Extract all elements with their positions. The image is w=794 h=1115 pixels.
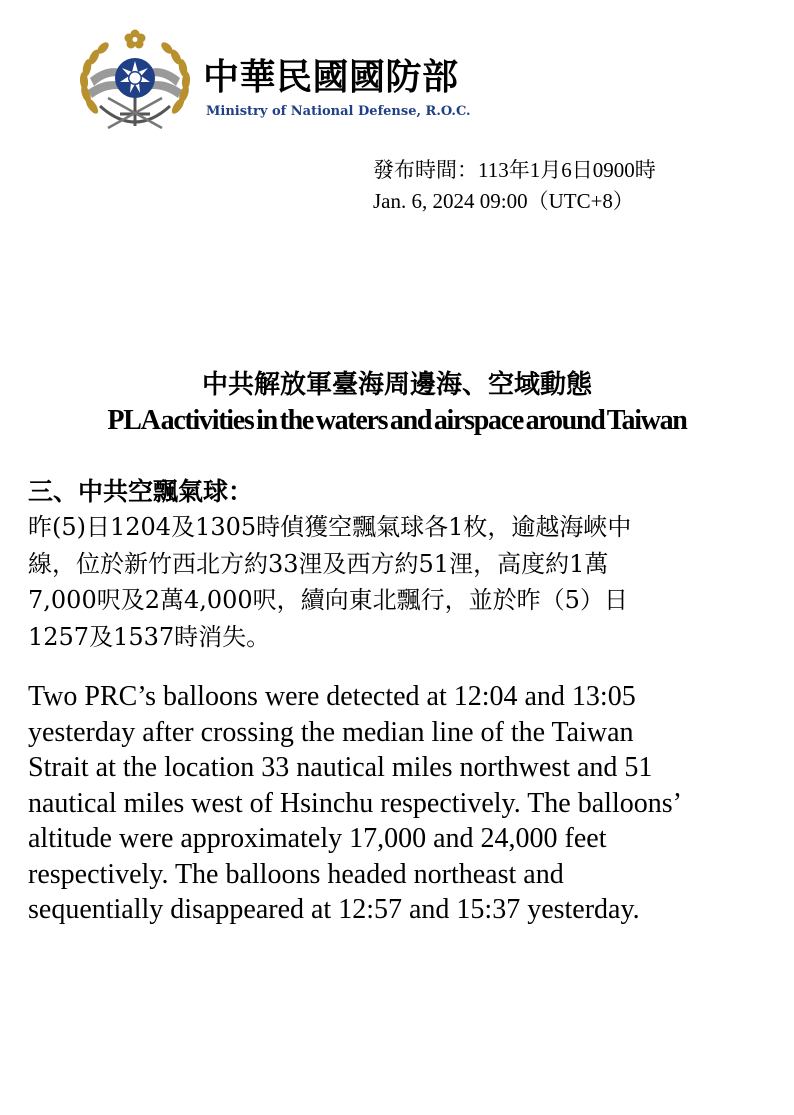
ministry-emblem-logo: [70, 28, 200, 140]
body-zh-line: 1257及1537時消失。: [28, 622, 271, 651]
org-name-en: Ministry of National Defense, R.O.C.: [206, 104, 471, 119]
body-en-line: altitude were approximately 17,000 and 24,000 feet: [28, 823, 607, 854]
body-en-line: Two PRC’s balloons were detected at 12:04 and 13:05: [28, 681, 636, 712]
emblem-icon: [70, 28, 200, 140]
section-heading: 三、中共空飄氣球：: [28, 477, 254, 506]
body-zh-line: 昨(5)日1204及1305時偵獲空飄氣球各1枚，逾越海峽中: [28, 513, 632, 541]
document-title-en: PLA activities in the waters and airspace around Taiwan: [107, 405, 687, 436]
body-zh-line: 線，位於新竹西北方約33浬及西方約51浬，高度約1萬: [28, 549, 609, 578]
body-zh-line: 7,000呎及2萬4,000呎，續向東北飄行，並於昨（5）日: [28, 586, 628, 614]
body-paragraph-zh: [28, 509, 788, 655]
org-name-zh: 中華民國國防部: [203, 57, 459, 98]
body-en-line: respectively. The balloons headed northeast and: [28, 858, 564, 890]
body-en-line: yesterday after crossing the median line of the Taiwan: [28, 716, 634, 748]
body-paragraph-en: [28, 679, 788, 928]
release-time-en: Jan. 6, 2024 09:00（UTC+8）: [373, 189, 634, 213]
document-title-zh: 中共解放軍臺海周邊海、空域動態: [201, 370, 592, 400]
body-en-line: nautical miles west of Hsinchu respectively. The balloons’: [28, 787, 682, 819]
release-time: [373, 155, 656, 217]
body-en-line: sequentially disappeared at 12:57 and 15:37 yesterday.: [28, 894, 640, 925]
release-time-zh: 發布時間：113年1月6日0900時: [373, 158, 656, 182]
body-en-line: Strait at the location 33 nautical miles northwest and 51: [28, 752, 653, 783]
